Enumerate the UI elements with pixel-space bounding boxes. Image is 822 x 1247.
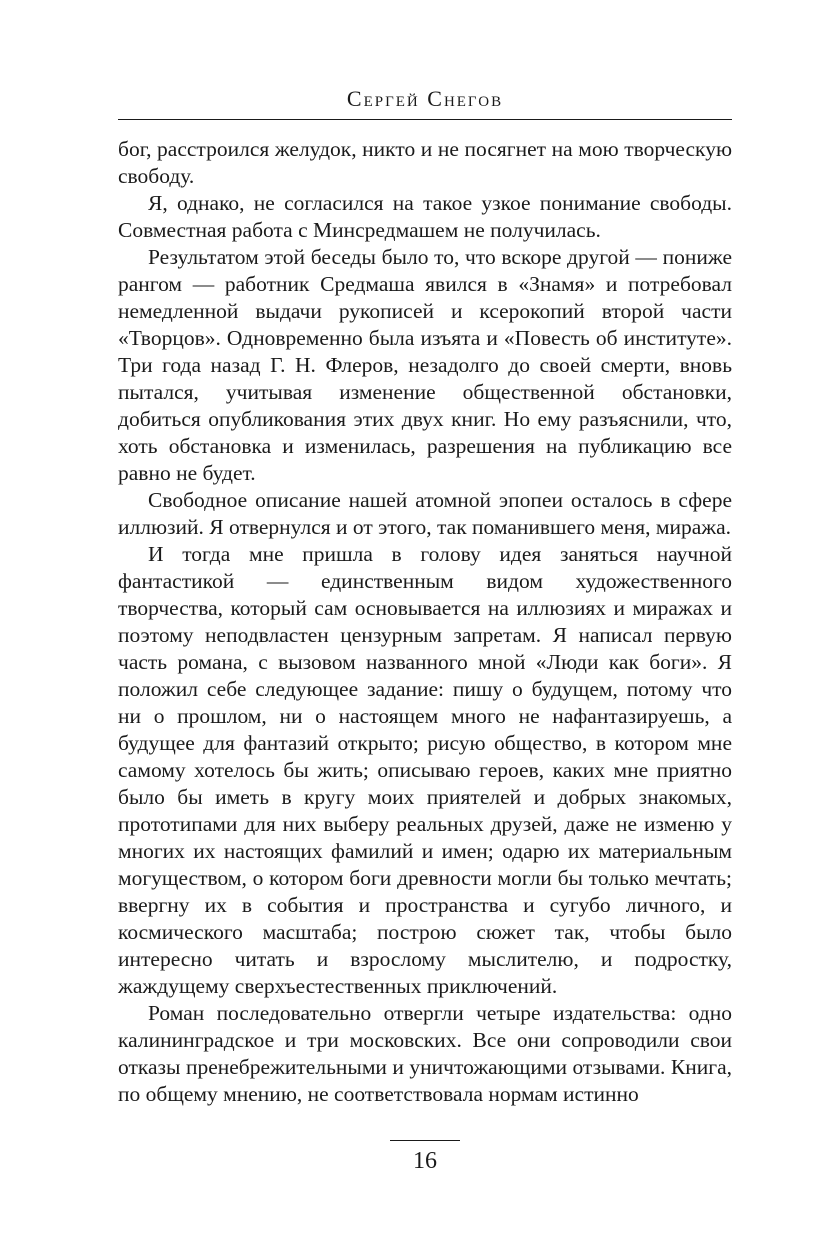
paragraph-1: бог, расстроился желудок, никто и не посягнет на мою творческую свободу.	[118, 137, 732, 188]
paragraph-4: Свободное описание нашей атомной эпопеи осталось в сфере иллюзий. Я отвернулся и от этого, так поманившего меня, миража.	[118, 488, 732, 539]
paragraph-2: Я, однако, не согласился на такое узкое понимание свободы. Совместная работа с Минсредмашем не получилась.	[118, 191, 732, 242]
page-number: 16	[413, 1148, 437, 1174]
header-divider	[118, 119, 732, 120]
paragraph-3: Результатом этой беседы было то, что вскоре другой — пониже рангом — работник Средмаша явился в «Знамя» и потребовал немедленной выдачи рукописей и ксерокопий второй части «Творцов». Одновременно была изъята и «Повесть об институте». Три года назад Г. Н. Флеров, незадолго до своей смерти, вновь пытался, учитывая изменение общественной обстановки, добиться опубликования этих двух книг. Но ему разъяснили, что, хоть обстановка и изменилась, разрешения на публикацию все равно не будет.	[118, 245, 732, 485]
footer-divider	[390, 1140, 460, 1141]
paragraph-6: Роман последовательно отвергли четыре издательства: одно калининградское и три московских. Все они сопроводили свои отказы пренебрежительными и уничтожающими отзывами. Книга, по общему мнению, не соответствовала нормам истинно	[118, 1001, 732, 1106]
paragraph-5: И тогда мне пришла в голову идея заняться научной фантастикой — единственным видом художественного творчества, который сам основывается на иллюзиях и миражах и поэтому неподвластен цензурным запретам. Я написал первую часть романа, с вызовом названного мной «Люди как боги». Я положил себе следующее задание: пишу о будущем, потому что ни о прошлом, ни о настоящем много не нафантазируешь, а будущее для фантазий открыто; рисую общество, в котором мне самому хотелось бы жить; описываю героев, каких мне приятно было бы иметь в кругу моих приятелей и добрых знакомых, прототипами для них выберу реальных друзей, даже не изменю у многих их настоящих фамилий и имен; одарю их материальным могуществом, о котором боги древности могли бы только мечтать; ввергну их в события и пространства и сугубо личного, и космического масштаба; построю сюжет так, чтобы было интересно читать и взрослому мыслителю, и подростку, жаждущему сверхъестественных приключений.	[118, 542, 732, 998]
body-text	[118, 136, 732, 1108]
running-head-author: Сергей Снегов	[346, 86, 504, 111]
